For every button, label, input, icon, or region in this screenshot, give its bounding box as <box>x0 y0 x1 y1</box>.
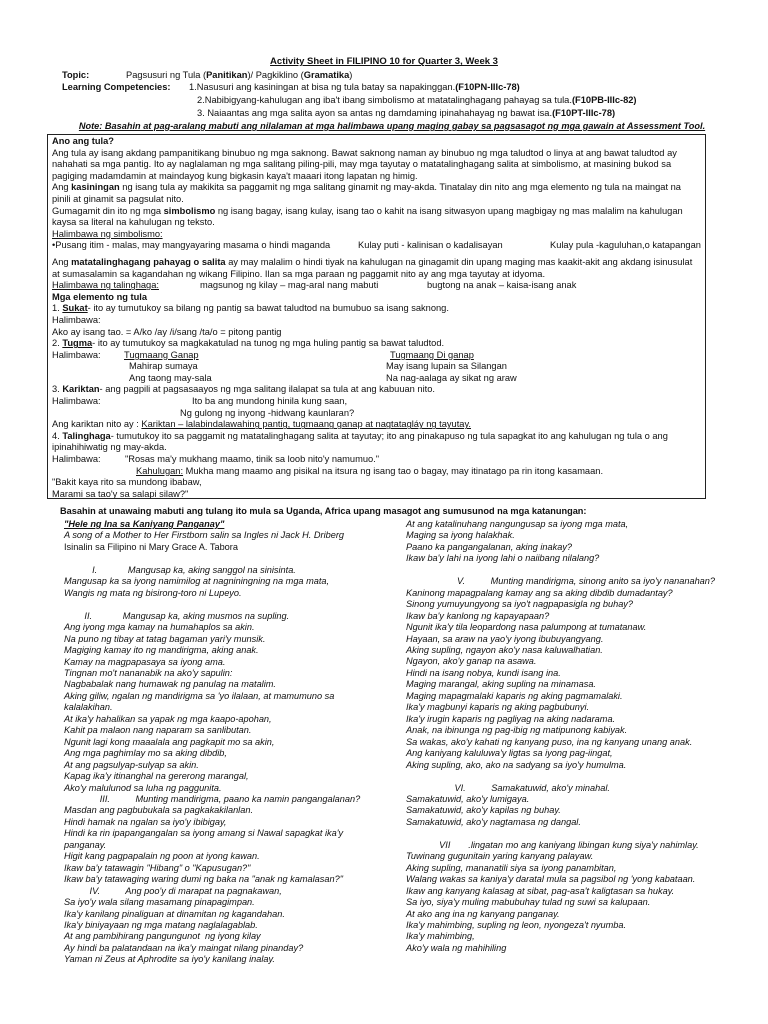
talinghaga-example-1: magsunog ng kilay – mag-aral nang mabuti <box>200 280 379 291</box>
poem-line: Walang wakas sa kaniya'y daratal mula sa pagsibol ng 'yong kabataan. <box>406 874 696 885</box>
poem-line: II. Mangusap ka, aking musmos na supling. <box>64 610 290 621</box>
poem-line: Ay hindi ba palatandaan na ika'y maingat nilang pinanday? <box>64 942 304 953</box>
topic-line <box>62 70 702 82</box>
tugmaang-di-ganap-heading: Tugmaang Di ganap <box>390 349 474 360</box>
topic-text-2: )/ Pagkiklino ( <box>247 70 304 80</box>
poem-line: V. Munting mandirigma, sinong anito sa iyo'y nananahan? <box>406 576 716 587</box>
poem-line: Higit kang pagpapalain ng poon at iyong kawan. <box>64 851 260 862</box>
poem-line: Nagbabalak nang humawak ng panulag na matalim. <box>64 679 276 690</box>
poem-line: Kaninong mapagpalang kamay ang sa aking dibdib dumadantay? <box>406 587 673 598</box>
poem-right-column <box>406 519 746 954</box>
poem-line: Magiging kamay ito ng mandirigma, aking anak. <box>64 645 259 656</box>
poem-line: Ako'y malulunod sa luha ng paggunita. <box>64 782 222 793</box>
poem-line: At ika'y hahalikan sa yapak ng mga kaapo-apohan, <box>64 713 272 724</box>
competency-1 <box>62 82 702 94</box>
talinghaga-example-2: bugtong na anak – kaisa-isang anak <box>427 280 577 291</box>
poem-line: Sa wakas, ako'y kahati ng kanyang puso, ina ng kanyang unang anak. <box>406 736 693 747</box>
simbolismo-examples <box>52 240 701 252</box>
poem-line: Hindi na isang nobya, kundi isang ina. <box>406 667 561 678</box>
poem-line: III. Munting mandirigma, paano ka namin pangangalanan? <box>64 793 361 804</box>
elemento-kariktan: 3. Kariktan- ang pagpili at pagsasaayos ng mga salitang ilalapat sa tula at ang kabuuan nito. <box>52 384 435 395</box>
competency-2-text: 2.Nabibigyang-kahulugan ang iba't ibang simbolismo at matatalinghagang pahayag sa tula. <box>197 95 572 105</box>
poem-line: Ngayon, ako'y ganap na asawa. <box>406 656 537 667</box>
halimbawa-label: Halimbawa: <box>52 314 101 325</box>
competency-2 <box>197 95 757 107</box>
lesson-box <box>47 134 706 499</box>
tugma-row-2 <box>52 373 701 385</box>
poem-line: Tingnan mo't nananabik na ako'y sapulin: <box>64 667 233 678</box>
topic-text: Pagsusuri ng Tula ( <box>126 70 207 80</box>
kariktan-line-1: Ito ba ang mundong hinila kung saan, <box>192 396 348 407</box>
poem-left-column <box>64 519 394 966</box>
poem-line <box>64 599 394 611</box>
topic-panitikan: Panitikan <box>206 70 248 80</box>
poem-line: At ako ang ina ng kanyang panganay. <box>406 908 560 919</box>
poem-line: Ikaw ba'y tatawaging waring dumi ng baka na "anak ng kamalasan?" <box>64 874 343 885</box>
topic-gramatika: Gramatika <box>303 70 350 80</box>
competency-1-text: 1.Nasusuri ang kasiningan at bisa ng tula batay sa napakinggan. <box>189 82 456 92</box>
talinghaga-quote-2a: "Bakit kaya rito sa mundong ibabaw, <box>52 477 202 488</box>
competency-3-text: 3. Naiaantas ang mga salita ayon sa antas ng damdaming ipinahahayag ng bawat isa. <box>197 108 553 118</box>
heading-mga-elemento: Mga elemento ng tula <box>52 291 148 302</box>
paragraph-simbolismo: Gumagamit din ito ng mga simbolismo ng isang bagay, isang kulay, isang tao o kahit na isang sitwasyon upang magbigay ng mas malalim na kahulugan kaysa sa literal na kahulugan ng teksto. <box>52 205 683 228</box>
talinghaga-meaning: Kahulugan: Mukha mang maamo ang pisikal na itsura ng isang tao o bagay, may itinatago pa rin itong kasamaan. <box>136 465 604 476</box>
poem-line: Hindi ka rin ipapangangalan sa iyong amang si Nawal sapagkat ika'y <box>64 828 344 839</box>
poem-line: Aking supling, ako, ako na sadyang sa iyo'y humulma. <box>406 759 627 770</box>
elemento-tugma: 2. Tugma- ito ay tumutukoy sa magkakatulad na tunog ng mga huling pantig sa bawat taludtod. <box>52 338 445 349</box>
simbolismo-example-1: •Pusang itim - malas, may mangyayaring masama o hindi maganda <box>52 240 331 251</box>
poem-line: Ikaw ba'y lahi na iyong lahi o naiibang nilalang? <box>406 553 600 564</box>
competency-2-code: (F10PB-IIIc-82) <box>571 95 637 105</box>
poem-line: Ngunit ika'y tila leopardong nasa palumpong at tumatanaw. <box>406 622 647 633</box>
tugma-ganap-2: Ang taong may-sala <box>129 372 212 383</box>
topic-close: ) <box>349 70 353 80</box>
poem-line <box>64 553 394 565</box>
poem-line: Ika'y magbunyi kaparis ng aking pagbubunyi. <box>406 702 590 713</box>
halimbawa-label-4: Halimbawa: <box>52 454 101 465</box>
simbolismo-example-3: Kulay pula -kaguluhan,o katapangan <box>550 240 701 251</box>
competencies-label: Learning Competencies: <box>62 82 171 92</box>
poem-line: Ika'y kanilang pinaliguan at dinamitan ng kagandahan. <box>64 908 285 919</box>
heading-halimbawa-talinghaga: Halimbawa ng talinghaga: <box>52 280 159 291</box>
competency-1-code: (F10PN-IIIc-78) <box>455 82 520 92</box>
poem-line: Ikaw ba'y kanlong ng kapayapaan? <box>406 610 550 621</box>
elemento-talinghaga: 4. Talinghaga- tumutukoy ito sa paggamit ng matatalinghagang salita at tayutay; ito ang pinakapuso ng tula sapagkat ito ang kahulugan ng tula o ang ipinahihiwatig ng may-akda. <box>52 430 668 453</box>
poem-line: Ika'y mahimbing, <box>406 931 475 942</box>
halimbawa-label-3: Halimbawa: <box>52 396 101 407</box>
tugma-di-ganap-1: May isang lupain sa Silangan <box>386 361 507 372</box>
poem-line: Samakatuwid, ako'y kapilas ng buhay. <box>406 805 561 816</box>
poem-line: At ang katalinuhang nangungusap sa iyong mga mata, <box>406 519 629 529</box>
poem-line: Maging marangal, aking supling na minamasa. <box>406 679 596 690</box>
poem-line: Hindi hamak na ngalan sa iyo'y ibibigay, <box>64 816 227 827</box>
tugma-di-ganap-2: Na nag-aalaga ay sikat ng araw <box>386 372 517 383</box>
kariktan-line-2: Ng gulong ng inyong -hidwang kaunlaran? <box>180 407 355 418</box>
poem-line: Ang kaniyang kaluluwa'y ligtas sa iyong pag-iingat, <box>406 748 613 759</box>
poem-line: I. Mangusap ka, aking sanggol na sinisinta. <box>64 564 296 575</box>
competency-3 <box>197 108 757 120</box>
kariktan-example-2 <box>52 408 701 420</box>
poem-line: Aking supling, ngayon ako'y nasa kaluwalhatian. <box>406 645 603 656</box>
simbolismo-example-2: Kulay puti - kalinisan o kadalisayan <box>358 240 503 251</box>
kariktan-note: Ang kariktan nito ay : Kariktan – lalabindalawahing pantig, tugmaang ganap at nagtatagláy ng tayutay. <box>52 419 471 430</box>
poem-line <box>406 828 746 840</box>
paragraph-tula: Ang tula ay isang akdang pampanitikang binubuo ng mga saknong. Bawat saknong naman ay binubuo ng mga taludtod o linya at ang bawat taludtod ay nahahati sa mga pantig. Ito ay naglalaman ng mga salitang piling-pili, may mga tayutay o matatalinghagang salita at simbolismo, at masining bukod sa pagiging madamdamin at maindayog kung bigkasin kaya't maaari itong lapatan ng himig. <box>52 147 677 181</box>
poem-line: Hayaan, sa araw na yao'y iyong ibubuyangyang. <box>406 633 604 644</box>
competency-3-code: (F10PT-IIIc-78) <box>552 108 616 118</box>
poem-line: Ikaw ang kanyang kalasag at sibat, pag-asa't kaligtasan sa hukay. <box>406 885 675 896</box>
talinghaga-examples <box>52 280 701 292</box>
poem-line: Ika'y biniyayaan ng mga matang naglalagablab. <box>64 919 258 930</box>
paragraph-talinghaga: Ang matatalinghagang pahayag o salita ay may malalim o hindi tiyak na kahulugan na ginagamit din upang maging mas kaakit-akit ang akdang isinusulat at sumasalamin sa kagandahan ng wikang Filipino. Ilan sa mga paraan ng paggamit nito ay ang mga tayutay at idyoma. <box>52 256 693 279</box>
poem-line: Masdan ang pagbubukala sa pagkakakilanlan. <box>64 805 253 816</box>
poem-line: Ang mga paghimlay mo sa aking dibdib, <box>64 748 227 759</box>
poem-line: Sinong yumuyungyong sa iyo't nagpapasigla ng buhay? <box>406 599 634 610</box>
poem-line: Aking giliw, ngalan ng mandirigma sa 'yo ilalaan, at mamumuno sa <box>64 690 335 701</box>
heading-ano-ang-tula: Ano ang tula? <box>52 136 114 146</box>
poem-line: Na puno ng tibay at tatag bagaman yari'y munsik. <box>64 633 266 644</box>
poem-line: Ang iyong mga kamay na humahaplos sa akin. <box>64 622 255 633</box>
poem-line: Ako'y wala ng mahihiling <box>406 942 507 953</box>
poem-line: IV. Ang poo'y di marapat na pagnakawan, <box>64 885 282 896</box>
poem-line: Mangusap ka sa iyong namimilog at nagniningning na mga mata, <box>64 576 330 587</box>
halimbawa-label-2: Halimbawa: <box>52 349 101 360</box>
poem-line: Aking supling, mananatili siya sa iyong panambitan, <box>406 862 617 873</box>
kariktan-example-1 <box>52 396 701 408</box>
sheet-title: Activity Sheet in FILIPINO 10 for Quarter 3, Week 3 <box>270 56 498 67</box>
poem-line: Ikaw ba'y tatawagin "Hibang" o "Kapusugan?" <box>64 862 251 873</box>
poem-line: Isinalin sa Filipino ni Mary Grace A. Tabora <box>64 541 238 552</box>
tugma-headings <box>52 350 701 362</box>
talinghaga-quote: "Rosas ma'y mukhang maamo, tinik sa loob nito'y namumuo." <box>125 454 380 465</box>
tugma-row-1 <box>52 361 701 373</box>
poem-line: Yaman ni Zeus at Aphrodite sa iyo'y kanilang inalay. <box>64 954 275 965</box>
sukat-example: Ako ay isang tao. = A/ko /ay /i/sang /ta/o = pitong pantig <box>52 326 282 337</box>
poem-line: VI. Samakatuwid, ako'y minahal. <box>406 782 610 793</box>
note-line: Note: Basahin at pag-aralang mabuti ang nilalaman at mga halimbawa upang maging gabay sa pagsasagot ng mga gawain at Assessment Tool. <box>78 121 706 131</box>
tugma-ganap-1: Mahirap sumaya <box>129 361 198 372</box>
poem-line: "Hele ng Ina sa Kaniyang Panganay" <box>64 519 225 529</box>
paragraph-kasiningan: Ang kasiningan ng isang tula ay makikita sa paggamit ng mga salitang ginamit ng may-akda. Tinatalay din nito ang mga elemento ng tula na maingat na pinili at ginamit sa pagsulat nito. <box>52 182 681 204</box>
topic-label: Topic: <box>62 70 90 80</box>
poem-line: At ang pagsulyap-sulyap sa akin. <box>64 759 199 770</box>
poem-line: Paano ka pangangalanan, aking inakay? <box>406 541 573 552</box>
tugmaang-ganap-heading: Tugmaang Ganap <box>124 349 199 360</box>
poem-line: Kahit pa malaon nang naparam sa sanlibutan. <box>64 725 252 736</box>
poem-line: Maging sa iyong halakhak. <box>406 530 515 541</box>
poem-line: panganay. <box>64 839 107 850</box>
poem-line: Sa iyo'y wala silang masamang pinapagimpan. <box>64 897 255 908</box>
poem-line: Wangis ng mata ng bisirong-toro ni Lupeyo. <box>64 587 242 598</box>
poem-line: Sa iyo, siya'y muling mabubuhay tulad ng suwi sa kalupaan. <box>406 897 651 908</box>
talinghaga-example <box>52 454 701 466</box>
poem-line: At ang pambihirang pangungunot ng iyong kilay <box>64 931 261 942</box>
poem-line: A song of a Mother to Her Firstborn salin sa Ingles ni Jack H. Driberg <box>64 530 344 541</box>
poem-instruction: Basahin at unawaing mabuti ang tulang ito mula sa Uganda, Africa upang masagot ang sumusunod na mga katanungan: <box>60 506 587 516</box>
poem-line: Anak, na ibinunga ng pag-ibig ng matipunong kabiyak. <box>406 725 628 736</box>
poem-line: Samakatuwid, ako'y lumigaya. <box>406 793 530 804</box>
poem-line <box>406 565 746 577</box>
poem-line: Kamay na magpapasaya sa iyong ama. <box>64 656 226 667</box>
poem-line: Tuwinang gugunitain yaring kanyang palayaw. <box>406 851 594 862</box>
poem-line: VII .lingatan mo ang kaniyang libingan kung siya'y nahimlay. <box>406 839 699 850</box>
poem-line: Maging mapagmalaki kaparis ng aking pagmamalaki. <box>406 690 623 701</box>
heading-halimbawa-simbolismo: Halimbawa ng simbolismo: <box>52 228 163 239</box>
poem-line: Ika'y mahimbing, supling ng leon, nyongeza't nyumba. <box>406 920 627 930</box>
poem-line <box>406 771 746 783</box>
elemento-sukat: 1. Sukat- ito ay tumutukoy sa bilang ng pantig sa bawat taludtod na bumubuo sa isang saknong. <box>52 303 449 314</box>
poem-line: Ngunit lagi kong maaalala ang pagkapit mo sa akin, <box>64 736 275 747</box>
poem-line: kalalakihan. <box>64 702 113 713</box>
poem-line: Ika'y irugin kaparis ng pagliyag na aking nadarama. <box>406 713 616 724</box>
poem-line: Kapag ika'y itinanghal na gererong marangal, <box>64 771 249 782</box>
talinghaga-quote-2b: Marami sa tao'y sa salapi silaw?" <box>52 488 189 499</box>
poem-line: Samakatuwid, ako'y nagtamasa ng dangal. <box>406 816 581 827</box>
